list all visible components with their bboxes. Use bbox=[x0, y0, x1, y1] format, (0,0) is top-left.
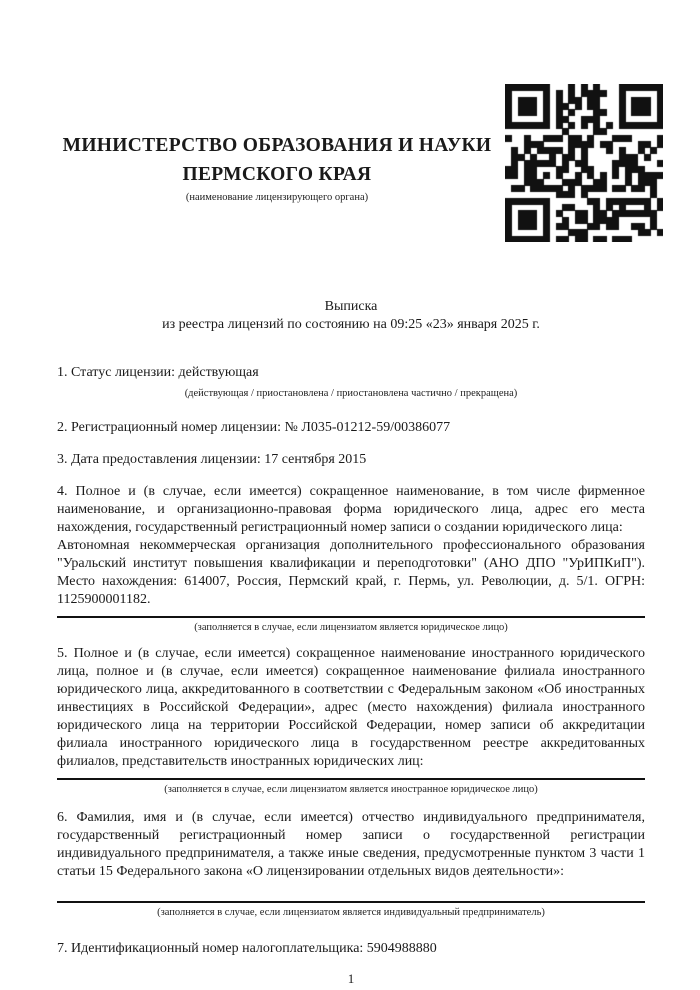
licensing-authority-name bbox=[57, 131, 497, 189]
item-license-status-caption: (действующая / приостановлена / приостановлена частично / прекращена) bbox=[184, 388, 518, 399]
item-registration-number: 2. Регистрационный номер лицензии: № Л035-01212-59/00386077 bbox=[57, 420, 451, 435]
item-legal-entity-caption: (заполняется в случае, если лицензиатом является юридическое лицо) bbox=[194, 622, 508, 633]
authority-name-line1: МИНИСТЕРСТВО ОБРАЗОВАНИЯ И НАУКИ bbox=[62, 135, 492, 156]
item-license-status: 1. Статус лицензии: действующая bbox=[57, 365, 259, 380]
item-entrepreneur-text: 6. Фамилия, имя и (в случае, если имеется) отчество индивидуального предпринимателя, государственный регистрационный номер записи о государственной регистрации индивидуального предпринимателя, а также иные сведения, предусмотренные пунктом 3 части 1 статьи 15 Федерального закона «О лицензировании отдельных видов деятельности»: bbox=[57, 810, 645, 879]
document-title bbox=[57, 298, 645, 334]
document-title-line2: из реестра лицензий по состоянию на 09:25 «23» января 2025 г. bbox=[162, 317, 540, 332]
fill-line-entrepreneur bbox=[57, 901, 645, 903]
document-body bbox=[57, 298, 645, 987]
document-title-line1: Выписка bbox=[324, 299, 378, 314]
qr-code bbox=[505, 84, 663, 242]
item-foreign-entity-text: 5. Полное и (в случае, если имеется) сокращенное наименование иностранного юридического лица, полное и (в случае, если имеется) сокращенное наименование филиала иностранного юридического лица, аккредитованного в соответствии с Федеральным законом «Об иностранных инвестициях в Российской Федерации», адрес (место нахождения) филиала иностранного юридического лица на территории Российской Федерации, номер записи об аккредитации филиала иностранного юридического лица в государственном реестре аккредитованных филиалов, представительств иностранных юридических лиц: bbox=[57, 646, 645, 769]
item-entrepreneur-caption: (заполняется в случае, если лицензиатом является индивидуальный предприниматель) bbox=[157, 907, 545, 918]
item-legal-entity-text: 4. Полное и (в случае, если имеется) сокращенное наименование, в том числе фирменное наименование, и организационно-правовая форма юридического лица, адрес его места нахождения, государственный регистрационный номер записи о создании юридического лица: bbox=[57, 484, 645, 535]
item-foreign-entity-caption: (заполняется в случае, если лицензиатом является иностранное юридическое лицо) bbox=[164, 784, 538, 795]
document-header bbox=[57, 131, 497, 203]
fill-line-foreign-entity bbox=[57, 778, 645, 780]
authority-caption: (наименование лицензирующего органа) bbox=[185, 192, 369, 203]
authority-name-line2: ПЕРМСКОГО КРАЯ bbox=[182, 164, 372, 185]
fill-line-legal-entity bbox=[57, 616, 645, 618]
item-taxpayer-number: 7. Идентификационный номер налогоплательщика: 5904988880 bbox=[57, 941, 437, 956]
item-license-date: 3. Дата предоставления лицензии: 17 сентября 2015 bbox=[57, 452, 367, 467]
item-legal-entity-value: Автономная некоммерческая организация дополнительного профессионального образования "Уральский институт повышения квалификации и переподготовки" (АНО ДПО "УрИПКиП"). Место нахождения: 614007, Россия, Пермский край, г. Пермь, ул. Революции, д. 5/1. ОГРН: 1125900001182. bbox=[57, 538, 645, 607]
page-number: 1 bbox=[347, 971, 355, 986]
